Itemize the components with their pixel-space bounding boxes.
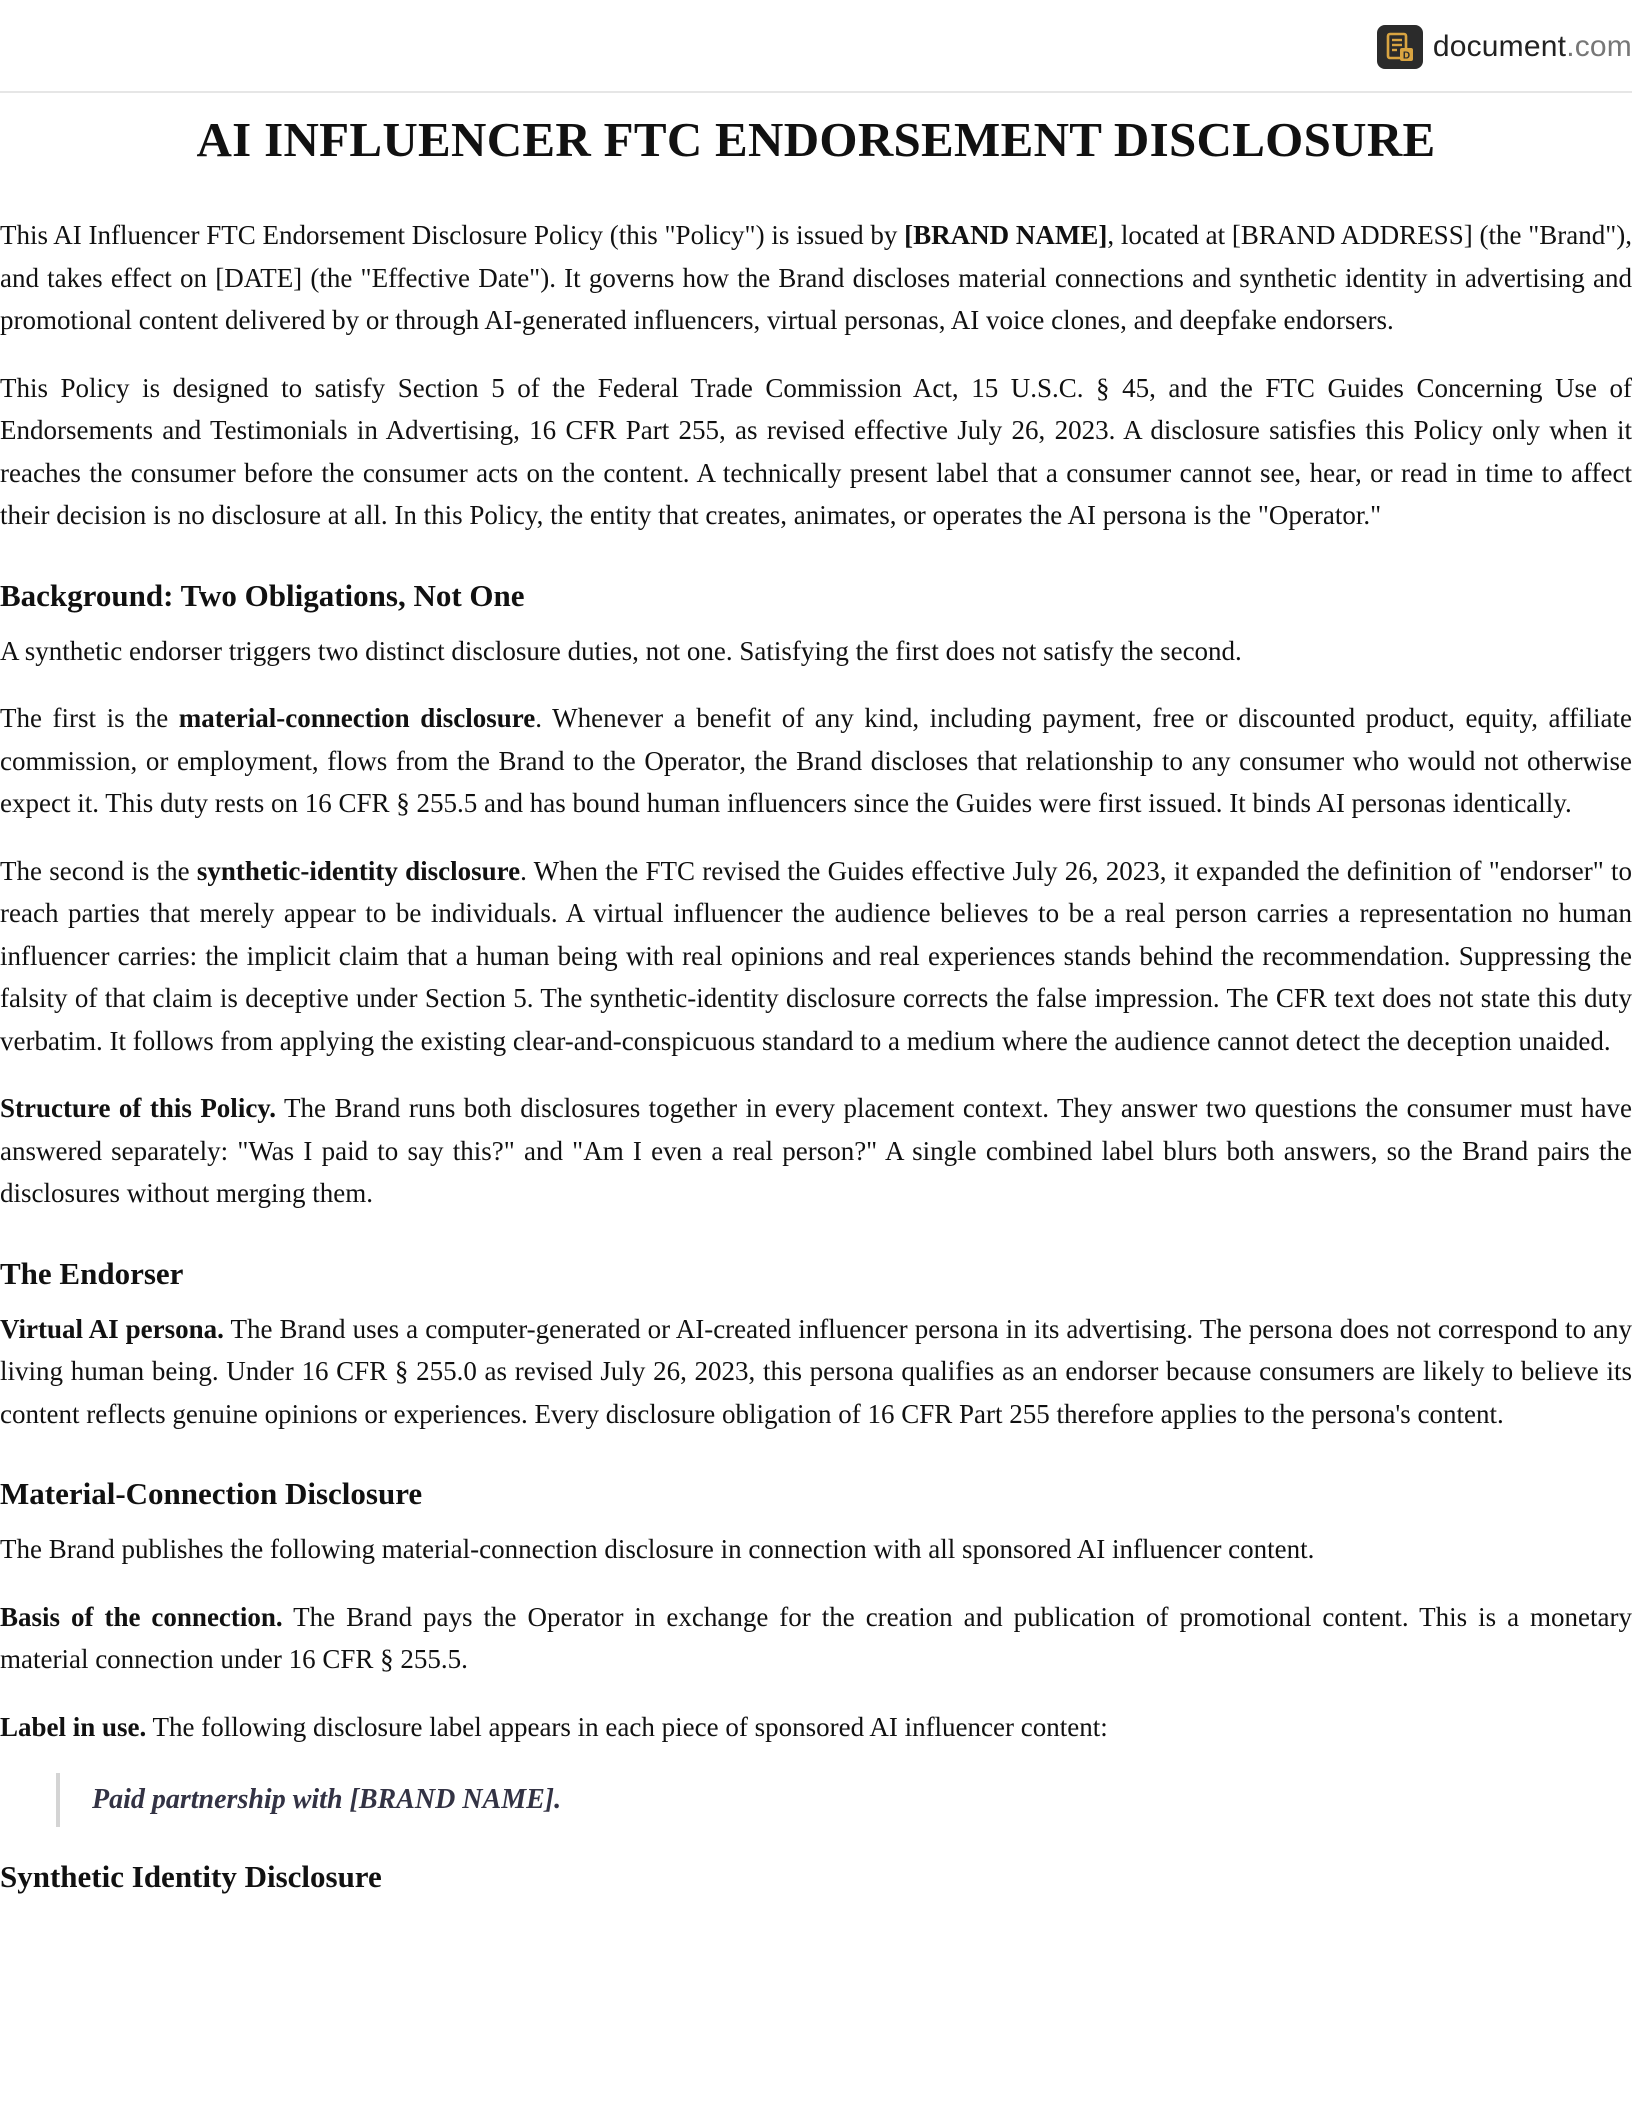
document-body [0,108,1632,1897]
brand-logo[interactable] [1377,24,1632,70]
background-paragraph-4: Structure of this Policy. The Brand runs both disclosures together in every placement context. They answer two questions the consumer must have answered separately: "Was I paid to say this?" and "Am I even a real person?" A single combined label blurs both answers, so the Brand pairs the disclosures without merging them. [0,1093,1632,1208]
material-paragraph-2: Basis of the connection. The Brand pays the Operator in exchange for the creation and publication of promotional content. This is a monetary material connection under 16 CFR § 255.5. [0,1601,1632,1674]
top-bar [0,0,1632,93]
document-title: AI INFLUENCER FTC ENDORSEMENT DISCLOSURE [196,112,1436,167]
intro-paragraph-2: This Policy is designed to satisfy Section 5 of the Federal Trade Commission Act, 15 U.S.C. § 45, and the FTC Guides Concerning Use of Endorsements and Testimonials in Advertising, 16 CFR Part 255, as revised effective July 26, 2023. A disclosure satisfies this Policy only when it reaches the consumer before the consumer acts on the content. A technically present label that a consumer cannot see, hear, or read in time to affect their decision is no disclosure at all. In this Policy, the entity that creates, animates, or operates the AI persona is the "Operator." [0,372,1632,530]
intro-paragraph-1: This AI Influencer FTC Endorsement Disclosure Policy (this "Policy") is issued by [BRAND NAME], located at [BRAND ADDRESS] (the "Brand"), and takes effect on [DATE] (the "Effective Date"). It governs how the Brand discloses material connections and synthetic identity in advertising and promotional content delivered by or through AI-generated influencers, virtual personas, AI voice clones, and deepfake endorsers. [0,220,1632,335]
material-paragraph-3: Label in use. The following disclosure label appears in each piece of sponsored AI influencer content: [0,1711,1108,1742]
svg-text:D: D [1402,50,1410,62]
section-heading-material-connection: Material-Connection Disclosure [0,1476,423,1511]
endorser-paragraph-1: Virtual AI persona. The Brand uses a computer-generated or AI-created influencer persona in its advertising. The persona does not correspond to any living human being. Under 16 CFR § 255.0 as revised July 26, 2023, this persona qualifies as an endorser because consumers are likely to believe its content reflects genuine opinions or experiences. Every disclosure obligation of 16 CFR Part 255 therefore applies to the persona's content. [0,1313,1632,1429]
background-paragraph-2: The first is the material-connection disclosure. Whenever a benefit of any kind, including payment, free or discounted product, equity, affiliate commission, or employment, flows from the Brand to the Operator, the Brand discloses that relationship to any consumer who would not otherwise expect it. This duty rests on 16 CFR § 255.5 and has bound human influencers since the Guides were first issued. It binds AI personas identically. [0,703,1632,818]
background-paragraph-1: A synthetic endorser triggers two distinct disclosure duties, not one. Satisfying the first does not satisfy the second. [0,635,1242,666]
brand-name: document.com [1432,30,1632,63]
document-logo-icon [1377,25,1423,69]
section-heading-background: Background: Two Obligations, Not One [0,577,525,613]
disclosure-label-quote: Paid partnership with [BRAND NAME]. [56,1773,1632,1827]
section-heading-endorser: The Endorser [0,1255,184,1291]
section-heading-synthetic-identity: Synthetic Identity Disclosure [0,1859,382,1894]
material-paragraph-1: The Brand publishes the following material-connection disclosure in connection with all sponsored AI influencer content. [0,1534,1315,1564]
background-paragraph-3: The second is the synthetic-identity disclosure. When the FTC revised the Guides effective July 26, 2023, it expanded the definition of "endorser" to reach parties that merely appear to be individuals. A virtual influencer the audience believes to be a real person carries a representation no human influencer carries: the implicit claim that a human being with real opinions and real experiences stands behind the recommendation. Suppressing the falsity of that claim is deceptive under Section 5. The synthetic-identity disclosure corrects the false impression. The CFR text does not state this duty verbatim. It follows from applying the existing clear-and-conspicuous standard to a medium where the audience cannot detect the deception unaided. [0,855,1632,1056]
